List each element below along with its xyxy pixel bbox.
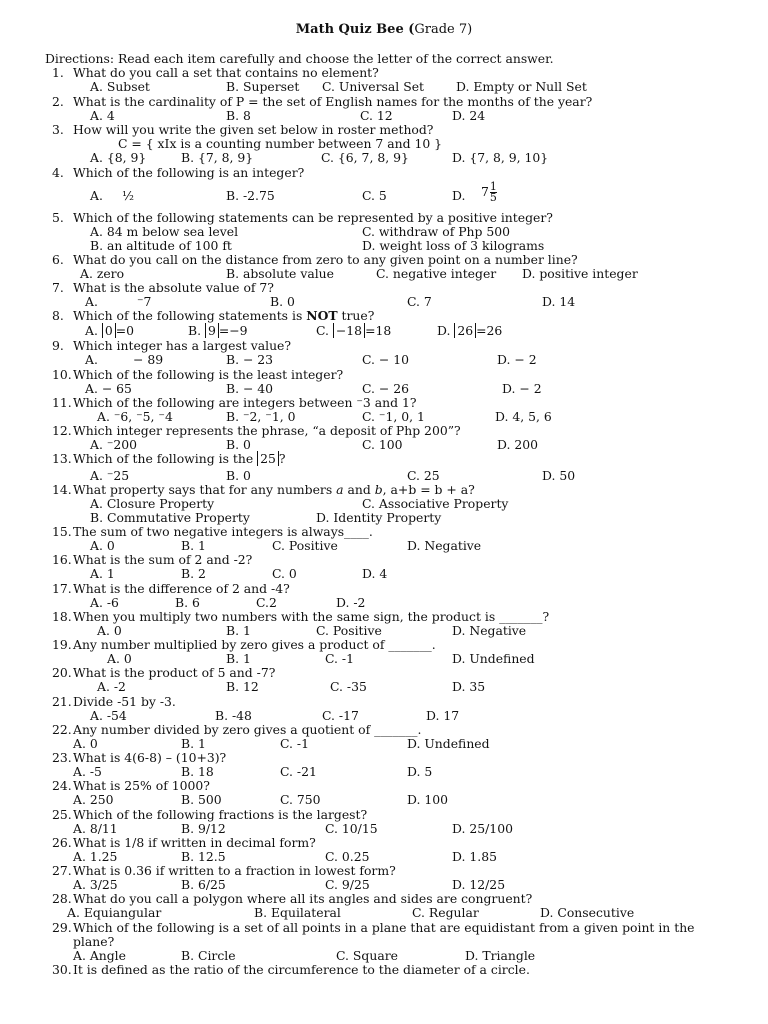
choice: B. Commutative Property <box>90 510 250 525</box>
question-number: 24. <box>52 778 72 793</box>
absolute-value: 25 <box>257 451 279 466</box>
choice-letter: C. <box>316 323 333 338</box>
choice: A. -54 <box>90 708 127 723</box>
choice: C. 100 <box>362 437 403 452</box>
choice: A. 84 m below sea level <box>90 224 239 239</box>
choice: B. 1 <box>226 623 251 638</box>
question-text <box>73 211 553 225</box>
var-b: b <box>374 482 383 497</box>
question-text <box>73 95 592 109</box>
choice: D. 4 <box>362 566 388 581</box>
question-number: 17. <box>52 581 72 596</box>
question-number: 22. <box>52 722 72 737</box>
question-text <box>73 751 226 765</box>
question-text <box>73 309 374 323</box>
question-number: 5. <box>52 210 64 225</box>
choice: C. negative integer <box>376 266 497 281</box>
choice <box>85 324 134 338</box>
choice: D. positive integer <box>522 266 638 281</box>
mixed-number <box>481 182 497 203</box>
question-stem: What is the sum of 2 and -2? <box>73 552 253 567</box>
question-text <box>73 166 304 180</box>
choice: B. 9/12 <box>181 821 226 836</box>
question-stem: Which of the following is the least integer? <box>73 367 344 382</box>
question-stem: How will you write the given set below in roster method? <box>73 122 434 137</box>
question-number: 25. <box>52 807 72 822</box>
choice: D. 50 <box>542 468 576 483</box>
choice: D. weight loss of 3 kilograms <box>362 238 545 253</box>
choice: C. Positive <box>272 538 338 553</box>
choice: A. {8, 9} <box>90 150 147 165</box>
fraction <box>490 182 497 203</box>
choice: A. Subset <box>90 79 150 94</box>
question-number: 30. <box>52 962 72 977</box>
question-stem: What property says that for any numbers <box>73 482 337 497</box>
choice: A. ⁻6, ⁻5, ⁻4 <box>97 409 173 424</box>
question-number: 21. <box>52 694 72 709</box>
question-stem: Which of the following are integers between ⁻3 and 1? <box>73 395 417 410</box>
choice: − 89 <box>133 352 164 367</box>
choice: B. 8 <box>226 108 251 123</box>
question-number: 14. <box>52 482 72 497</box>
choice: B. absolute value <box>226 266 334 281</box>
question-stem-end: ? <box>278 451 286 466</box>
question-number: 20. <box>52 665 72 680</box>
question-text <box>73 963 530 977</box>
question-stem: What do you call a polygon where all its angles and sides are congruent? <box>73 891 533 906</box>
choice: C. Regular <box>412 905 479 920</box>
choice: A. 0 <box>107 651 132 666</box>
choice: D. Empty or Null Set <box>456 79 587 94</box>
choice: A. 4 <box>90 108 115 123</box>
choice: C. -1 <box>325 651 354 666</box>
choice: D. Undefined <box>407 736 490 751</box>
question-number: 13. <box>52 451 72 466</box>
choice <box>316 324 391 338</box>
question-extra: plane? <box>73 934 115 949</box>
question-number: 8. <box>52 308 64 323</box>
choice: D. 4, 5, 6 <box>495 409 552 424</box>
choice: D. Consecutive <box>540 905 635 920</box>
choice: A. 1 <box>90 566 115 581</box>
question-stem: What is 4(6-8) – (10+3)? <box>73 750 227 765</box>
choice: A. − 65 <box>85 381 132 396</box>
choice: D. 200 <box>497 437 539 452</box>
denominator: 5 <box>489 191 497 204</box>
choice: B. 18 <box>181 764 214 779</box>
choice: A. <box>85 294 98 309</box>
question-text <box>73 66 379 80</box>
choice <box>437 324 502 338</box>
choice: B. an altitude of 100 ft <box>90 238 232 253</box>
question-stem: Which of the following is a set of all points in a plane that are equidistant from a given point in the <box>73 920 695 935</box>
absolute-value: 26 <box>454 323 476 338</box>
choice: A. -2 <box>97 679 126 694</box>
choice: A. -6 <box>90 595 119 610</box>
choice: B. -2.75 <box>226 188 275 203</box>
question-number: 11. <box>52 395 72 410</box>
question-text <box>73 836 316 850</box>
question-number: 23. <box>52 750 72 765</box>
choice: D. 1.85 <box>452 849 497 864</box>
question-number: 9. <box>52 338 64 353</box>
question-text <box>73 424 461 438</box>
choice: A. <box>85 352 98 367</box>
question-stem: What do you call a set that contains no element? <box>73 65 379 80</box>
choice: C. 0.25 <box>325 849 370 864</box>
choice: A. 0 <box>97 623 122 638</box>
choice: C. 0 <box>272 566 297 581</box>
question-text <box>73 808 367 822</box>
question-number: 27. <box>52 863 72 878</box>
choice: C.2 <box>256 595 277 610</box>
choice: B. 1 <box>181 538 206 553</box>
question-stem: Any number multiplied by zero gives a product of _______. <box>73 637 436 652</box>
question-text <box>73 483 475 497</box>
choice: D. Negative <box>452 623 527 638</box>
choice: A. 1.25 <box>73 849 118 864</box>
question-text <box>73 892 532 906</box>
choice: B. 500 <box>181 792 222 807</box>
choice: D. 25/100 <box>452 821 513 836</box>
question-text <box>73 921 695 935</box>
choice: B. 0 <box>226 437 251 452</box>
choice: C. Square <box>336 948 398 963</box>
question-text <box>73 281 274 295</box>
choice: D. Identity Property <box>316 510 442 525</box>
choice: B. ⁻2, ⁻1, 0 <box>226 409 296 424</box>
question-number: 2. <box>52 94 64 109</box>
question-text <box>73 525 373 539</box>
choice: C. -21 <box>280 764 317 779</box>
question-text <box>73 452 286 466</box>
choice: C. Universal Set <box>322 79 425 94</box>
question-number: 19. <box>52 637 72 652</box>
choice: D. <box>452 188 466 203</box>
choice: C. {6, 7, 8, 9} <box>321 150 409 165</box>
choice: A. -5 <box>73 764 102 779</box>
question-stem: What is the product of 5 and -7? <box>73 665 276 680</box>
choice: C. 25 <box>407 468 440 483</box>
question-number: 18. <box>52 609 72 624</box>
question-text <box>73 666 275 680</box>
choice: A. Equiangular <box>67 905 162 920</box>
choice: D. 35 <box>452 679 486 694</box>
choice-value: =26 <box>476 323 503 338</box>
question-number: 15. <box>52 524 72 539</box>
question-number: 4. <box>52 165 64 180</box>
choice: B. Superset <box>226 79 300 94</box>
choice: A. 250 <box>73 792 114 807</box>
question-stem: Which of the following statements can be represented by a positive integer? <box>73 210 553 225</box>
question-text <box>73 396 416 410</box>
choice: C. − 10 <box>362 352 410 367</box>
choice: D. {7, 8, 9, 10} <box>452 150 549 165</box>
choice-value: =0 <box>115 323 134 338</box>
choice-letter: B. <box>188 323 205 338</box>
choice: D. -2 <box>336 595 366 610</box>
choice: B. 0 <box>226 468 251 483</box>
question-stem: What is 25% of 1000? <box>73 778 210 793</box>
quiz-title <box>0 22 768 37</box>
choice: B. 6/25 <box>181 877 226 892</box>
choice: A. Closure Property <box>90 496 215 511</box>
choice: A. Angle <box>73 948 126 963</box>
question-stem: What do you call on the distance from zero to any given point on a number line? <box>73 252 578 267</box>
choice: B. 6 <box>175 595 200 610</box>
choice-value: =18 <box>365 323 392 338</box>
question-stem: Which of the following statements is <box>73 308 307 323</box>
choice: B. 0 <box>270 294 295 309</box>
question-number: 1. <box>52 65 64 80</box>
choice: A. ⁻200 <box>90 437 138 452</box>
question-number: 10. <box>52 367 72 382</box>
question-number: 3. <box>52 122 64 137</box>
title-grade: Grade 7) <box>414 22 473 37</box>
question-text <box>73 368 343 382</box>
var-a: a <box>336 482 344 497</box>
question-extra: C = { xIx is a counting number between 7 and 10 } <box>118 136 443 151</box>
choice: B. -48 <box>215 708 252 723</box>
choice: A. 0 <box>90 538 115 553</box>
choice: C. withdraw of Php 500 <box>362 224 511 239</box>
question-number: 6. <box>52 252 64 267</box>
question-number: 7. <box>52 280 64 295</box>
choice: B. 12.5 <box>181 849 226 864</box>
question-stem: Which integer represents the phrase, “a deposit of Php 200”? <box>73 423 461 438</box>
choice: B. Circle <box>181 948 236 963</box>
whole-part: 7 <box>481 184 489 199</box>
choice: C. 5 <box>362 188 387 203</box>
title-bold: Math Quiz Bee ( <box>295 22 415 37</box>
question-stem: When you multiply two numbers with the same sign, the product is _______? <box>73 609 550 624</box>
choice: D. 5 <box>407 764 433 779</box>
choice: ⁻7 <box>137 294 152 309</box>
choice <box>188 324 248 338</box>
directions: Directions: Read each item carefully and choose the letter of the correct answer. <box>45 51 554 66</box>
question-text <box>73 864 396 878</box>
question-text <box>73 339 291 353</box>
question-stem: What is 1/8 if written in decimal form? <box>73 835 316 850</box>
choice: D. − 2 <box>497 352 537 367</box>
question-text <box>73 253 578 267</box>
choice: B. 2 <box>181 566 206 581</box>
choice: D. 12/25 <box>452 877 506 892</box>
choice: A. 8/11 <box>73 821 118 836</box>
choice: C. 7 <box>407 294 432 309</box>
choice: ½ <box>122 188 135 203</box>
question-stem: Which of the following fractions is the largest? <box>73 807 368 822</box>
choice: D. − 2 <box>502 381 542 396</box>
question-stem-end: , a+b = b + a? <box>382 482 475 497</box>
question-stem: What is the absolute value of 7? <box>73 280 274 295</box>
choice: B. − 40 <box>226 381 274 396</box>
choice: C. ⁻1, 0, 1 <box>362 409 425 424</box>
question-number: 28. <box>52 891 72 906</box>
question-text <box>73 610 549 624</box>
choice: A. 3/25 <box>73 877 118 892</box>
choice: C. 9/25 <box>325 877 370 892</box>
question-number: 16. <box>52 552 72 567</box>
choice: D. Triangle <box>465 948 536 963</box>
choice: D. 100 <box>407 792 449 807</box>
absolute-value: 0 <box>102 323 116 338</box>
question-text <box>73 695 176 709</box>
question-stem: What is the difference of 2 and -4? <box>73 581 290 596</box>
choice: B. {7, 8, 9} <box>181 150 254 165</box>
choice: C. 750 <box>280 792 321 807</box>
choice: A. <box>90 188 103 203</box>
question-emphasis: NOT <box>306 308 338 323</box>
question-stem: The sum of two negative integers is always____. <box>73 524 373 539</box>
choice: D. Negative <box>407 538 482 553</box>
question-stem: What is the cardinality of P = the set of English names for the months of the year? <box>73 94 593 109</box>
choice: B. 1 <box>181 736 206 751</box>
choice: C. -17 <box>322 708 359 723</box>
choice: C. -1 <box>280 736 309 751</box>
question-stem-mid: and <box>343 482 375 497</box>
choice: C. 12 <box>360 108 393 123</box>
choice: A. 0 <box>73 736 98 751</box>
question-text <box>73 779 210 793</box>
choice-letter: D. <box>437 323 455 338</box>
choice: B. − 23 <box>226 352 274 367</box>
choice: C. Associative Property <box>362 496 509 511</box>
choice: A. zero <box>80 266 125 281</box>
choice: A. ⁻25 <box>90 468 130 483</box>
question-stem: Which of the following is the <box>73 451 258 466</box>
absolute-value: 9 <box>205 323 219 338</box>
question-text <box>73 553 252 567</box>
question-stem: Which of the following is an integer? <box>73 165 305 180</box>
question-text <box>73 582 290 596</box>
choice: C. 10/15 <box>325 821 378 836</box>
question-stem: It is defined as the ratio of the circumference to the diameter of a circle. <box>73 962 530 977</box>
choice: C. -35 <box>330 679 367 694</box>
question-number: 12. <box>52 423 72 438</box>
numerator: 1 <box>489 180 497 193</box>
question-stem: Divide -51 by -3. <box>73 694 176 709</box>
choice: B. 12 <box>226 679 259 694</box>
question-stem-end: true? <box>337 308 375 323</box>
choice: D. 17 <box>426 708 460 723</box>
choice: D. Undefined <box>452 651 535 666</box>
choice-letter: A. <box>85 323 102 338</box>
choice: C. − 26 <box>362 381 410 396</box>
choice: B. Equilateral <box>254 905 341 920</box>
question-number: 29. <box>52 920 72 935</box>
choice-value: =−9 <box>218 323 248 338</box>
choice: B. 1 <box>226 651 251 666</box>
question-text <box>73 723 421 737</box>
question-text <box>73 638 436 652</box>
question-number: 26. <box>52 835 72 850</box>
choice: C. Positive <box>316 623 382 638</box>
question-stem: Any number divided by zero gives a quotient of _______. <box>73 722 422 737</box>
question-stem: Which integer has a largest value? <box>73 338 292 353</box>
choice: D. 24 <box>452 108 486 123</box>
question-stem: What is 0.36 if written to a fraction in lowest form? <box>73 863 396 878</box>
question-text <box>73 123 433 137</box>
choice: D. 14 <box>542 294 576 309</box>
absolute-value: −18 <box>333 323 365 338</box>
